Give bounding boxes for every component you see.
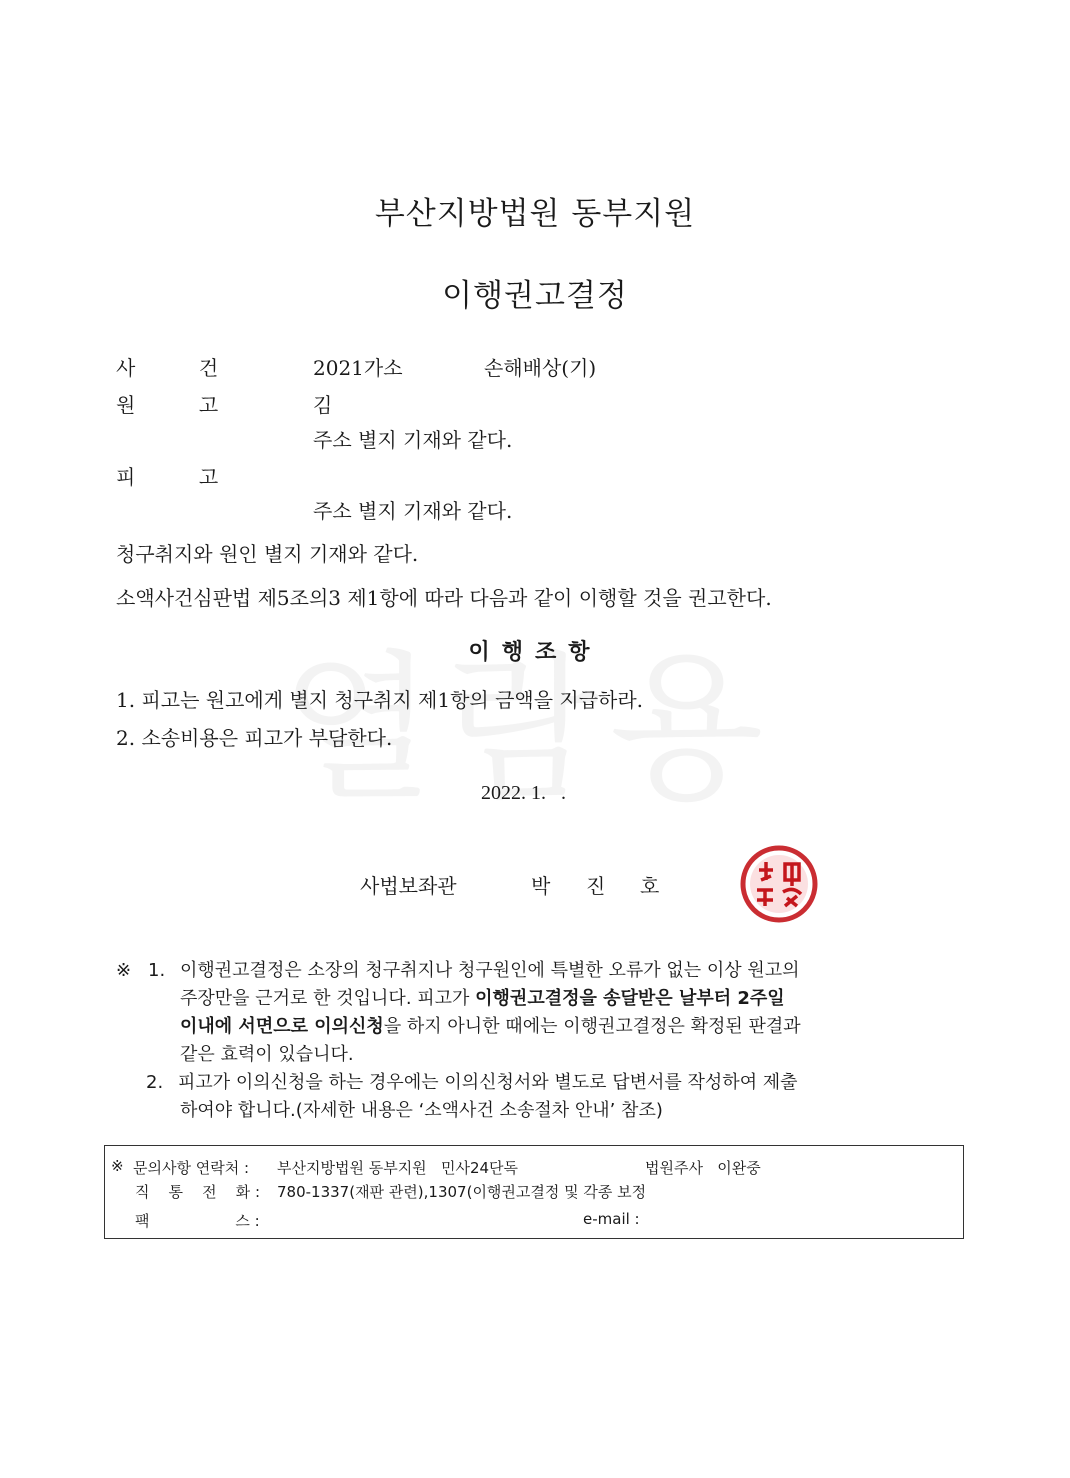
signer-name-2: 진	[586, 874, 606, 898]
decision-date: 2022. 1. .	[481, 782, 566, 804]
phone-value: 780-1337(재판 관련),1307(이행권고결정 및 각종 보정	[277, 1183, 647, 1201]
case-label: 사 건	[116, 356, 219, 380]
document-title: 이행권고결정	[442, 278, 628, 314]
case-name: 손해배상(기)	[484, 356, 597, 380]
svg-text:朴珍浩: 朴珍浩	[779, 892, 782, 893]
defendant-address: 주소 별지 기재와 같다.	[313, 499, 513, 523]
note-1-emphasis: 이행권고결정을 송달받은 날부터 2주일	[475, 988, 785, 1009]
note-1-line-3: 이내에 서면으로 이의신청을 하지 아니한 때에는 이행권고결정은 확정된 판결과	[180, 1016, 801, 1037]
claim-text: 청구취지와 원인 별지 기재와 같다.	[116, 542, 419, 566]
note-2-line-1: 피고가 이의신청을 하는 경우에는 이의신청서와 별도로 답변서를 작성하여 제출	[178, 1072, 798, 1093]
term-1: 1. 피고는 원고에게 별지 청구취지 제1항의 금액을 지급하라.	[116, 688, 644, 712]
inquiry-label: 문의사항 연락처 :	[133, 1159, 250, 1177]
contact-mark: ※	[111, 1157, 124, 1175]
note-1-line-4: 같은 효력이 있습니다.	[180, 1044, 354, 1065]
recommend-text: 소액사건심판법 제5조의3 제1항에 따라 다음과 같이 이행할 것을 권고한다.	[116, 586, 772, 610]
note-1-line-1: 이행권고결정은 소장의 청구취지나 청구원인에 특별한 오류가 없는 이상 원고의	[180, 960, 800, 981]
signer-name-3: 호	[640, 874, 660, 898]
email-label: e-mail :	[583, 1210, 640, 1228]
plaintiff-label: 원 고	[116, 393, 219, 417]
defendant-label: 피 고	[116, 465, 219, 489]
phone-label: 직 통 전 화 :	[135, 1183, 260, 1201]
case-number: 2021가소	[313, 356, 403, 380]
notes-mark: ※	[116, 960, 132, 981]
seal-icon	[735, 840, 823, 928]
court-name: 부산지방법원 동부지원	[374, 196, 696, 232]
signer-name-1: 박	[531, 874, 551, 898]
official-seal	[735, 840, 823, 928]
signer-title: 사법보좌관	[360, 874, 457, 898]
plaintiff-address: 주소 별지 기재와 같다.	[313, 428, 513, 452]
note-1-emphasis-2: 이내에 서면으로 이의신청	[180, 1016, 384, 1037]
fax-label: 팩 스 :	[135, 1212, 260, 1230]
term-2: 2. 소송비용은 피고가 부담한다.	[116, 726, 393, 750]
note-2-line-2: 하여야 합니다.(자세한 내용은 ‘소액사건 소송절차 안내’ 참조)	[180, 1100, 663, 1121]
terms-title: 이행조항	[468, 639, 602, 665]
plaintiff-name: 김	[313, 393, 333, 417]
note-1-number: 1.	[148, 960, 166, 981]
clerk-name: 법원주사 이완중	[645, 1159, 761, 1177]
note-1-line-2: 주장만을 근거로 한 것입니다. 피고가 이행권고결정을 송달받은 날부터 2주일	[180, 988, 785, 1009]
note-2-number: 2.	[146, 1072, 164, 1093]
inquiry-value: 부산지방법원 동부지원 민사24단독	[277, 1159, 519, 1177]
contact-box	[104, 1145, 964, 1239]
